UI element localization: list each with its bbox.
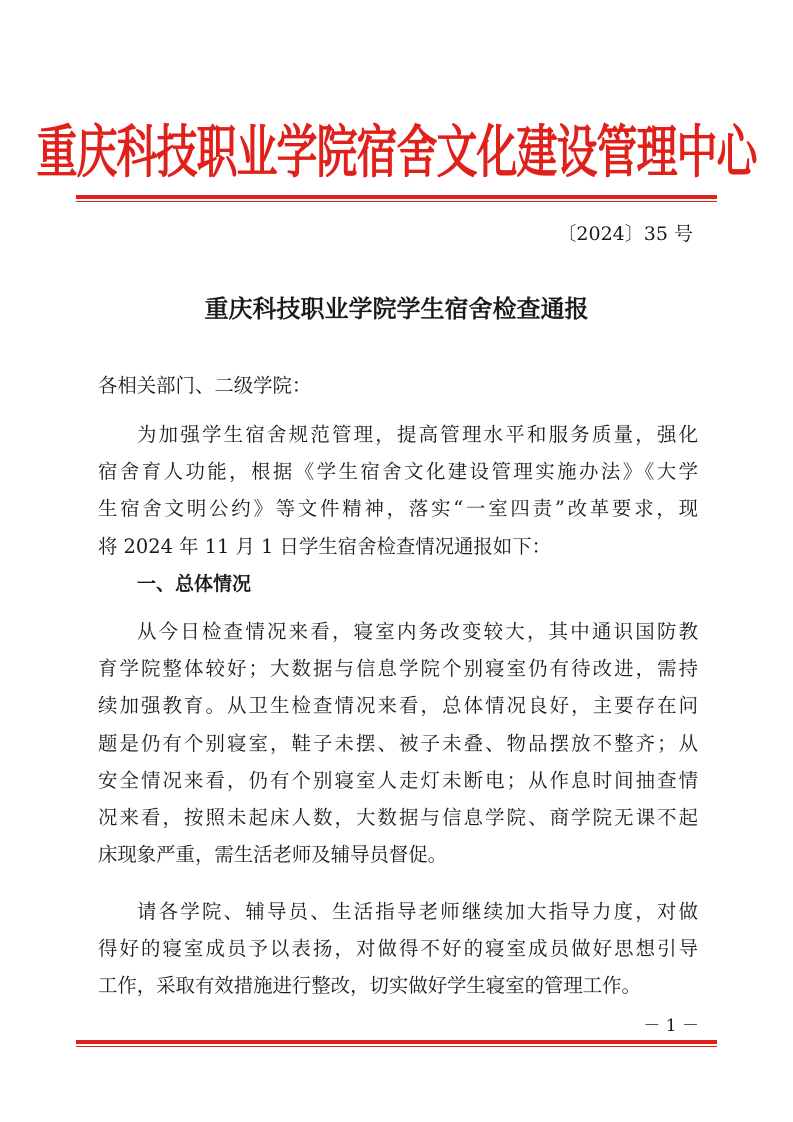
paragraph-line: 题是仍有个别寝室，鞋子未摆、被子未叠、物品摆放不整齐；从 xyxy=(98,732,698,755)
page-number: － 1 － xyxy=(643,1016,699,1036)
paragraph-line: 从今日检查情况来看，寝室内务改变较大，其中通识国防教 xyxy=(137,620,698,643)
paragraph-line: 为加强学生宿舍规范管理，提高管理水平和服务质量，强化 xyxy=(137,423,698,446)
paragraph-line: 得好的寝室成员予以表扬，对做得不好的寝室成员做好思想引导 xyxy=(98,937,698,960)
masthead-rule-thick xyxy=(76,195,717,199)
footer-rule-thick xyxy=(76,1040,717,1044)
footer-rule-thin xyxy=(76,1046,717,1047)
paragraph-line: 育学院整体较好；大数据与信息学院个别寝室仍有待改进，需持 xyxy=(98,657,698,680)
paragraph-line: 况来看，按照未起床人数，大数据与信息学院、商学院无课不起 xyxy=(98,806,698,829)
addressee: 各相关部门、二级学院： xyxy=(98,374,312,397)
paragraph-line: 安全情况来看，仍有个别寝室人走灯未断电；从作息时间抽查情 xyxy=(98,769,698,792)
masthead-rule-thin xyxy=(76,201,717,202)
paragraph-line: 宿舍育人功能，根据《学生宿舍文化建设管理实施办法》《大学 xyxy=(98,460,698,483)
paragraph-line: 将 2024 年 11 月 1 日学生宿舍检查情况通报如下： xyxy=(98,535,551,558)
masthead-title: 重庆科技职业学院宿舍文化建设管理中心 xyxy=(36,119,757,186)
paragraph-line: 请各学院、辅导员、生活指导老师继续加大指导力度，对做 xyxy=(137,900,698,923)
paragraph-line: 生宿舍文明公约》等文件精神，落实“一室四责”改革要求，现 xyxy=(98,497,698,520)
section-heading: 一、总体情况 xyxy=(137,573,252,595)
paragraph-line: 工作，采取有效措施进行整改，切实做好学生寝室的管理工作。 xyxy=(98,974,641,997)
document-number: 〔2024〕35 号 xyxy=(557,223,693,245)
paragraph-line: 床现象严重，需生活老师及辅导员督促。 xyxy=(98,843,448,866)
document-title: 重庆科技职业学院学生宿舍检查通报 xyxy=(204,295,589,323)
paragraph-line: 续加强教育。从卫生检查情况来看，总体情况良好，主要存在问 xyxy=(98,694,698,717)
